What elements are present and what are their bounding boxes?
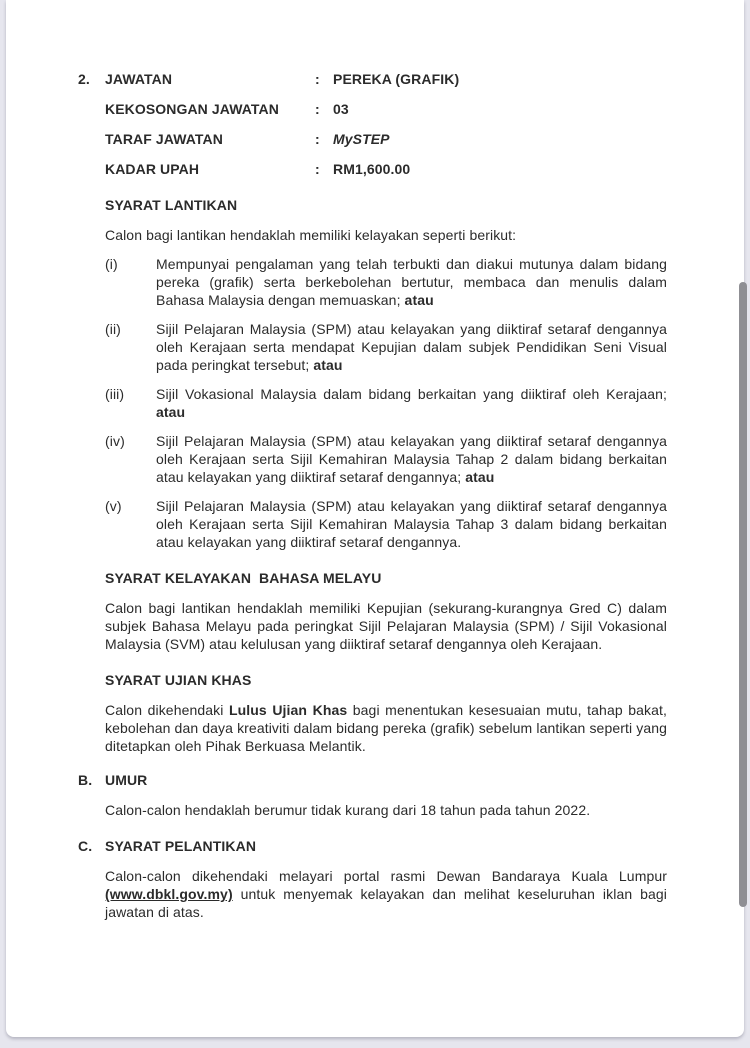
section-b-title: UMUR: [105, 772, 148, 788]
item-text: [156, 432, 667, 486]
section-c-body: [105, 867, 667, 921]
item-number: (v): [105, 498, 122, 514]
item-body: Sijil Vokasional Malaysia dalam bidang berkaitan yang diiktiraf oleh Kerajaan;: [156, 386, 667, 402]
syarat-ujian-khas-paragraph: [105, 701, 667, 755]
job-info-block: [78, 70, 667, 178]
job-field-row-jawatan: [105, 70, 667, 88]
colon-separator: :: [315, 71, 320, 87]
syarat-lantikan-section: [105, 196, 667, 755]
item-number: (ii): [105, 321, 121, 337]
item-bold-atau: atau: [400, 292, 434, 308]
syarat-pelantikan-paragraph: [105, 867, 667, 921]
dbkl-url-text: (www.dbkl.gov.my): [105, 886, 233, 902]
job-field-label: KADAR UPAH: [105, 161, 200, 177]
colon-separator: :: [315, 131, 320, 147]
job-section-number: 2.: [78, 71, 90, 87]
colon-separator: :: [315, 161, 320, 177]
section-b-body: [105, 801, 667, 819]
item-bold-atau: atau: [156, 404, 186, 420]
item-bold-atau: atau: [309, 357, 343, 373]
item-body: Sijil Pelajaran Malaysia (SPM) atau kelayakan yang diiktiraf setaraf dengannya oleh Kerajaan serta Sijil Kemahiran Malaysia Tahap 2 dalam bidang berkaitan atau kelayakan yang diiktiraf setaraf dengannya;: [156, 433, 667, 485]
item-number: (i): [105, 256, 118, 272]
syarat-bahasa-melayu-paragraph: Calon bagi lantikan hendaklah memiliki Kepujian (sekurang-kurangnya Gred C) dalam subjek Bahasa Melayu pada peringkat Sijil Pelajaran Malaysia (SPM) / Sijil Vokasional Malaysia (SVM) atau kelulusan yang diiktiraf setaraf dengannya oleh Kerajaan.: [105, 600, 667, 652]
syarat-lantikan-item-v: [105, 497, 667, 551]
section-c-heading-row: [78, 837, 667, 855]
paragraph-text: bagi menentukan kesesuaian mutu, tahap bakat, kebolehan dan daya kreativiti dalam bidang pereka (grafik) sebelum lantikan seperti yang ditetapkan oleh Pihak Berkuasa Melantik.: [105, 702, 667, 754]
syarat-lantikan-heading: SYARAT LANTIKAN: [105, 197, 238, 213]
document-content: [6, 0, 744, 921]
section-c-title: SYARAT PELANTIKAN: [105, 838, 257, 854]
job-field-value: PEREKA (GRAFIK): [333, 71, 460, 87]
section-b-letter: B.: [78, 772, 93, 788]
item-bold-atau: atau: [461, 469, 495, 485]
job-field-value: 03: [333, 101, 349, 117]
job-field-label: KEKOSONGAN JAWATAN: [105, 101, 279, 117]
item-body: Mempunyai pengalaman yang telah terbukti dan diakui mutunya dalam bidang pereka (grafik) serta berkebolehan bertutur, membaca dan menulis dalam Bahasa Malaysia dengan memuaskan;: [156, 256, 667, 308]
lulus-ujian-khas-bold: Lulus Ujian Khas: [228, 702, 348, 718]
paragraph-text: Calon-calon dikehendaki melayari portal rasmi Dewan Bandaraya Kuala Lumpur: [105, 868, 667, 884]
job-field-row-kadar-upah: [105, 160, 667, 178]
item-text: [156, 385, 667, 421]
job-field-label: TARAF JAWATAN: [105, 131, 223, 147]
item-text: [156, 255, 667, 309]
job-field-label: JAWATAN: [105, 71, 173, 87]
syarat-bahasa-melayu-heading: SYARAT KELAYAKAN BAHASA MELAYU: [105, 570, 382, 586]
scrollbar-thumb[interactable]: [739, 282, 747, 907]
item-number: (iv): [105, 433, 125, 449]
paragraph-text: untuk menyemak kelayakan dan melihat keseluruhan iklan bagi jawatan di atas.: [105, 886, 667, 920]
syarat-lantikan-item-iii: [105, 385, 667, 421]
item-body: Sijil Pelajaran Malaysia (SPM) atau kelayakan yang diiktiraf setaraf dengannya oleh Kerajaan serta Sijil Kemahiran Malaysia Tahap 3 dalam bidang berkaitan atau kelayakan yang diiktiraf setaraf dengannya.: [156, 498, 667, 550]
paragraph-text: Calon dikehendaki: [105, 702, 229, 718]
syarat-lantikan-item-i: [105, 255, 667, 309]
section-c-letter: C.: [78, 838, 93, 854]
syarat-ujian-khas-heading: SYARAT UJIAN KHAS: [105, 672, 252, 688]
umur-paragraph: Calon-calon hendaklah berumur tidak kurang dari 18 tahun pada tahun 2022.: [105, 802, 591, 818]
job-field-value: MySTEP: [333, 131, 390, 147]
job-field-row-taraf: [105, 130, 667, 148]
job-info-table: [105, 70, 667, 178]
document-page: [6, 0, 744, 1037]
colon-separator: :: [315, 101, 320, 117]
syarat-lantikan-item-ii: [105, 320, 667, 374]
section-b-heading-row: [78, 771, 667, 789]
job-field-value: RM1,600.00: [333, 161, 411, 177]
job-field-row-kekosongan: [105, 100, 667, 118]
syarat-lantikan-intro: Calon bagi lantikan hendaklah memiliki kelayakan seperti berikut:: [105, 227, 517, 243]
syarat-lantikan-item-iv: [105, 432, 667, 486]
item-body: Sijil Pelajaran Malaysia (SPM) atau kelayakan yang diiktiraf setaraf dengannya oleh Kerajaan serta mendapat Kepujian dalam subjek Pendidikan Seni Visual pada peringkat tersebut;: [156, 321, 667, 373]
item-text: [156, 497, 667, 551]
item-number: (iii): [105, 386, 125, 402]
item-text: [156, 320, 667, 374]
